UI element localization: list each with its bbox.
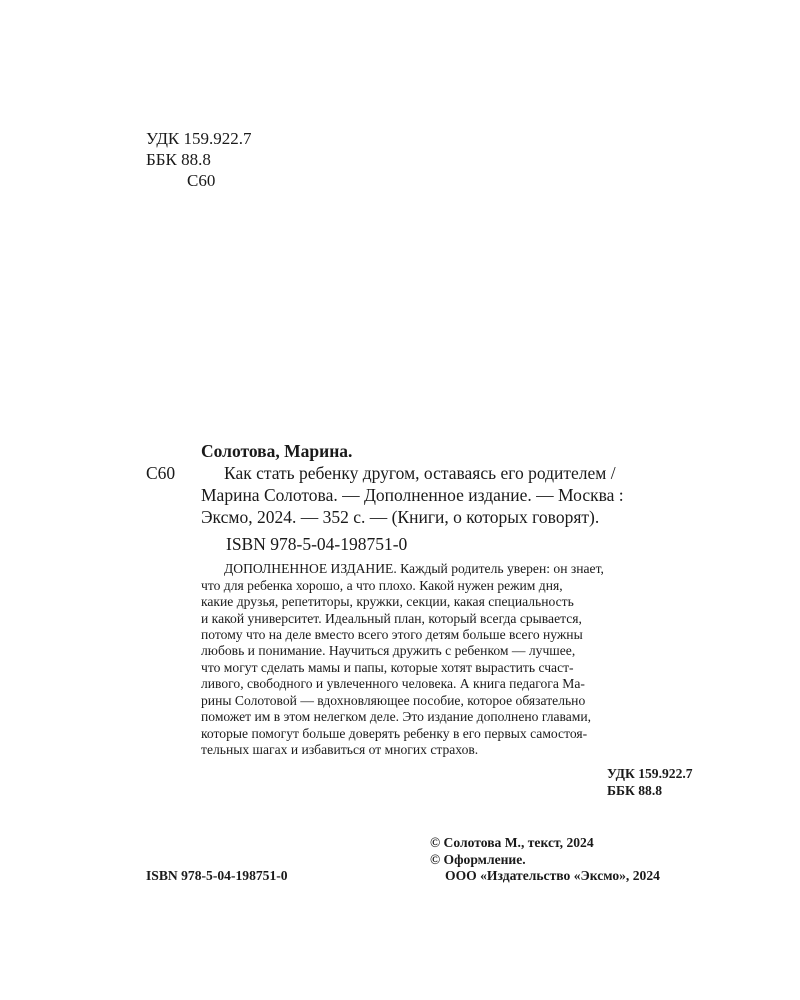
annotation-line-2: что для ребенка хорошо, а что плохо. Какой нужен режим дня, <box>201 578 563 593</box>
record-title-line-3: Эксмо, 2024. — 352 с. — (Книги, о которых говорят). <box>201 507 600 527</box>
top-udk: УДК 159.922.7 <box>146 129 252 148</box>
record-author-sign: С60 <box>146 463 176 483</box>
annotation-udk: УДК 159.922.7 <box>607 766 693 781</box>
annotation-line-12: тельных шагах и избавиться от многих страхов. <box>201 742 479 757</box>
copyright-publisher-line: ООО «Издательство «Эксмо», 2024 <box>445 868 660 883</box>
top-bbk: ББК 88.8 <box>146 150 211 169</box>
record-author-heading: Солотова, Марина. <box>201 441 353 461</box>
annotation-line-9: рины Солотовой — вдохновляющее пособие, которое обязательно <box>201 693 586 708</box>
record-title-line-1: Как стать ребенку другом, оставаясь его родителем / <box>224 463 616 483</box>
bottom-isbn: ISBN 978-5-04-198751-0 <box>146 868 288 883</box>
copyright-text-line: © Солотова М., текст, 2024 <box>430 835 594 850</box>
copyright-design-line: © Оформление. <box>430 852 526 867</box>
annotation-line-4: и какой университет. Идеальный план, который всегда срывается, <box>201 611 582 626</box>
annotation-line-11: которые помогут больше доверять ребенку в его первых самостоя- <box>201 726 588 741</box>
annotation-line-3: какие друзья, репетиторы, кружки, секции, какая специальность <box>201 594 574 609</box>
annotation-line-8: ливого, свободного и увлеченного человека. А книга педагога Ма- <box>201 676 585 691</box>
annotation-bbk: ББК 88.8 <box>607 783 663 798</box>
annotation-line-7: что могут сделать мамы и папы, которые хотят вырастить счаст- <box>201 660 574 675</box>
record-title-line-2: Марина Солотова. — Дополненное издание. — Москва : <box>201 485 624 505</box>
record-isbn: ISBN 978-5-04-198751-0 <box>226 534 408 554</box>
annotation-line-6: любовь и понимание. Научиться дружить с ребенком — лучшее, <box>201 643 576 658</box>
top-author-sign: С60 <box>187 171 216 190</box>
annotation-line-1: ДОПОЛНЕННОЕ ИЗДАНИЕ. Каждый родитель уверен: он знает, <box>224 561 604 576</box>
annotation-line-5: потому что на деле вместо всего этого детям больше всего нужны <box>201 627 583 642</box>
annotation-line-10: поможет им в этом нелегком деле. Это издание дополнено главами, <box>201 709 592 724</box>
